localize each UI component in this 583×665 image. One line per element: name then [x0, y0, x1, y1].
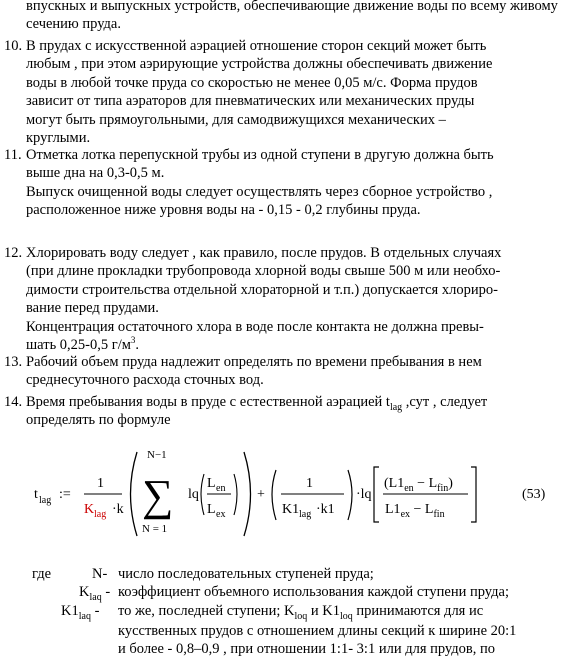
item-line-with-tlag — [26, 393, 574, 411]
plus: + — [257, 487, 265, 502]
where-desc: то же, последней ступени; $K_{loq}$ и $K1_{loq}$ принимаются для ис — [118, 603, 484, 622]
equation-number: (53) — [522, 487, 546, 502]
formula-one: 1 — [97, 476, 104, 491]
paren-open-2 — [272, 470, 276, 520]
item-number: 10. — [4, 38, 23, 54]
item-number: 14. — [4, 394, 23, 410]
item-line: определять по формуле — [26, 412, 171, 429]
item-line: Рабочий объем пруда надлежит определять по времени пребывания в нем — [26, 354, 482, 370]
item-line: зависит от типа аэраторов для пневматических или механических пруды — [26, 93, 475, 110]
bracket-close — [471, 467, 476, 522]
where-desc: число последовательных ступеней пруда; — [118, 566, 374, 582]
L-en: L — [207, 476, 216, 491]
paren-close — [234, 474, 237, 515]
item-number: 11. — [4, 147, 22, 163]
L-ex: L — [207, 502, 216, 517]
K1-sub: lag — [299, 509, 312, 520]
line-text: шать 0,25-0,5 г/м — [26, 337, 131, 354]
dot-k1: ·k1 — [316, 502, 335, 517]
den-expr: $L1_{ex} - L_{fin}$ — [385, 502, 445, 520]
bracket-open — [374, 467, 379, 522]
dot-lq: ·lq — [356, 487, 372, 502]
paren-close-2 — [348, 470, 352, 520]
K1: K1 — [282, 502, 300, 517]
where-term: $K1_{laq}$ - — [61, 603, 100, 622]
item-line: Концентрация остаточного хлора в воде после контакта не должна превы- — [26, 318, 484, 335]
item-line: Выпуск очищенной воды следует осуществлять через сборное устройство , — [26, 183, 493, 200]
item-line: В прудах с искусственной аэрацией отношение сторон секций может быть — [26, 38, 487, 54]
where-desc: и более - 0,8–0,9 , при отношении 1:1- 3:1 или для прудов, по — [118, 641, 495, 657]
sigma-symbol: ∑ — [142, 471, 174, 520]
sub-ex: ex — [216, 509, 226, 520]
formula-assign: := — [59, 487, 71, 502]
k-lag: K — [84, 502, 95, 517]
formula-lhs-sub: lag — [39, 495, 52, 506]
item-line: среднесуточного расхода сточных вод. — [26, 372, 264, 389]
line-text: Время пребывания воды в пруде с естественной аэрацией t — [26, 394, 390, 410]
where-desc: коэффициент объемного использования каждой ступени пруда; — [118, 584, 509, 600]
item-line: расположенное ниже уровня воды на - 0,15 - 0,2 глубины пруда. — [26, 202, 421, 219]
top-fragment-text: впускных и выпускных устройств, обеспечивающие движение воды по всему живому сечению пруда. — [26, 0, 558, 33]
item-line: вание перед прудами. — [26, 300, 159, 317]
formula-one-2: 1 — [306, 476, 313, 491]
item-line: выше дна на 0,3-0,5 м. — [26, 165, 165, 182]
item-line: воды в любой точке пруда со скоростью не менее 0,05 м/с. Форма прудов — [26, 74, 478, 91]
item-number: 12. — [4, 245, 23, 261]
item-number: 13. — [4, 354, 23, 370]
left-paren — [131, 452, 138, 536]
item-line: круглыми. — [26, 130, 91, 147]
item-line: любым , при этом аэрирующие устройства должны обеспечивать движение — [26, 56, 493, 73]
where-desc: кусственных прудов с отношением длины секций к ширине 20:1 — [118, 623, 517, 639]
where-label: где — [32, 566, 52, 582]
lq-1: lq — [188, 487, 199, 502]
dot-k: ·k — [112, 502, 124, 517]
num-expr: $(L1_{en} - L_{fin})$ — [384, 476, 453, 494]
item-line: димости строительства отдельной хлораторной и т.п.) допускается хлориро- — [26, 281, 498, 298]
paren-open — [201, 474, 204, 515]
subscript: lag — [389, 401, 403, 413]
formula-53 — [0, 432, 583, 542]
formula-lhs: t — [34, 487, 38, 502]
item-line: могут быть прямоугольными, для самодвижущихся механических – — [26, 111, 446, 128]
item-line: (при длине прокладки трубопровода хлорной воды свыше 500 м или необхо- — [26, 263, 501, 280]
where-term: $K_{laq}$ - — [79, 584, 111, 603]
where-term: N- — [92, 566, 108, 582]
line-end: ,сут , следует — [402, 394, 488, 410]
item-line: Хлорировать воду следует , как правило, после прудов. В отдельных случаях — [26, 245, 502, 261]
k-lag-sub: lag — [94, 509, 107, 520]
sum-top: N−1 — [147, 449, 167, 461]
right-paren — [244, 452, 251, 536]
item-line: Отметка лотка перепускной трубы из одной ступени в другую должна быть — [26, 147, 494, 163]
superscript: 3 — [130, 335, 136, 346]
sum-bottom: N = 1 — [142, 523, 168, 535]
item-line-with-unit — [26, 336, 574, 354]
line-end: . — [135, 337, 140, 354]
sub-en: en — [216, 483, 226, 494]
